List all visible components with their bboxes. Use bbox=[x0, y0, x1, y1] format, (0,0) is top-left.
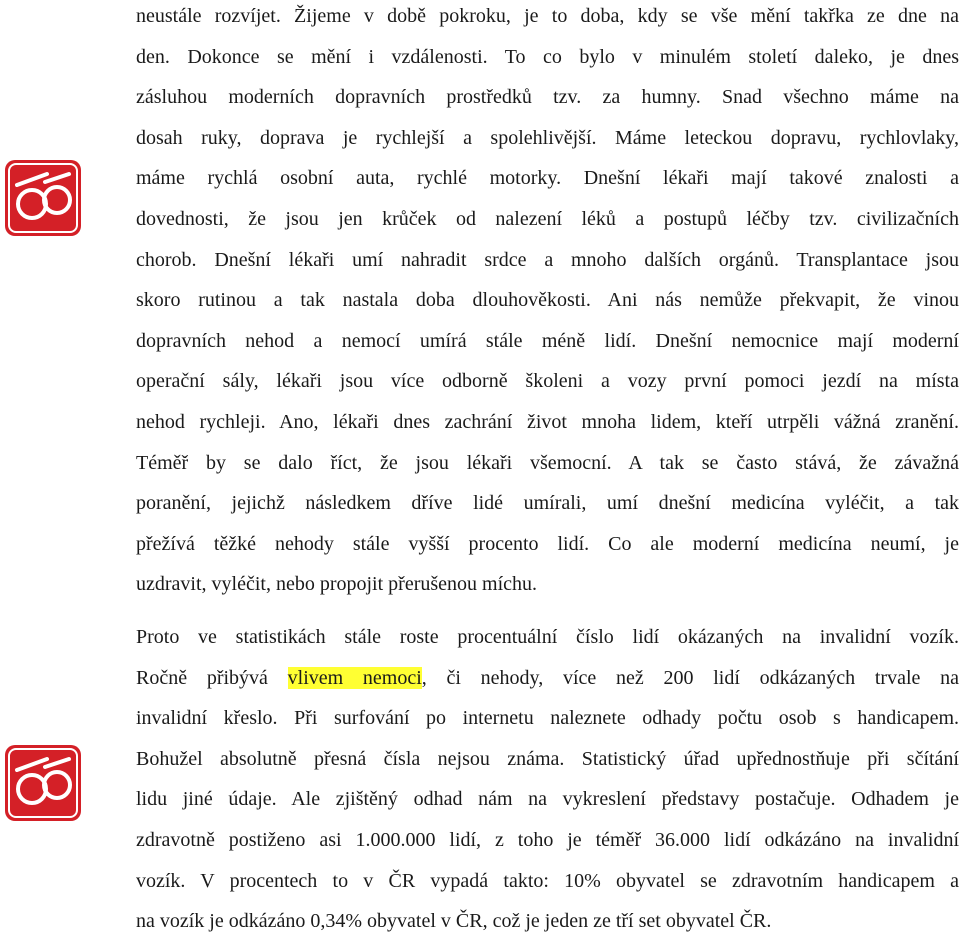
text-line: neustále rozvíjet. Žijeme v době pokroku, je to doba, kdy se vše mění takřka ze dne na bbox=[136, 5, 959, 27]
text-line: nehod rychleji. Ano, lékaři dnes zachrání život mnoha lidem, kteří utrpěli vážná zranění. bbox=[136, 410, 959, 433]
text-line bbox=[136, 658, 959, 699]
eyeglasses-icon bbox=[5, 745, 81, 821]
text-line: dosah ruky, doprava je rychlejší a spolehlivější. Máme leteckou dopravu, rychlovlaky, bbox=[136, 126, 959, 149]
text-line: invalidní křeslo. Při surfování po internetu naleznete odhady počtu osob s handicapem. bbox=[136, 707, 959, 730]
paragraph-1 bbox=[136, 0, 959, 605]
paragraph-2 bbox=[136, 617, 959, 942]
text-line: skoro rutinou a tak nastala doba dlouhověkosti. Ani nás nemůže překvapit, že vinou bbox=[136, 289, 959, 312]
text-line: uzdravit, vyléčit, nebo propojit přerušenou míchu. bbox=[136, 573, 538, 596]
highlighted-text: vlivem nemoci bbox=[287, 666, 422, 689]
text-line: chorob. Dnešní lékaři umí nahradit srdce a mnoho dalších orgánů. Transplantace jsou bbox=[136, 248, 959, 271]
text-line: operační sály, lékaři jsou více odborně školeni a vozy první pomoci jezdí na místa bbox=[136, 370, 959, 393]
text-line: dovednosti, že jsou jen krůček od nalezení léků a postupů léčby tzv. civilizačních bbox=[136, 207, 959, 230]
text-line: zásluhou moderních dopravních prostředků tzv. za humny. Snad všechno máme na bbox=[136, 86, 959, 109]
text-line: den. Dokonce se mění i vzdálenosti. To co bylo v minulém století daleko, je dnes bbox=[136, 45, 959, 68]
text-segment: Ročně přibývá bbox=[136, 666, 288, 689]
text-line: zdravotně postiženo asi 1.000.000 lidí, z toho je téměř 36.000 lidí odkázáno na invalidní bbox=[136, 828, 959, 851]
text-line: přežívá těžké nehody stále vyšší procento lidí. Co ale moderní medicína neumí, je bbox=[136, 532, 959, 555]
text-segment: , či nehody, více než 200 lidí odkázaných trvale na bbox=[421, 666, 959, 689]
text-line: Téměř by se dalo říct, že jsou lékaři všemocní. A tak se často stává, že závažná bbox=[136, 451, 959, 474]
text-line: máme rychlá osobní auta, rychlé motorky. Dnešní lékaři mají takové znalosti a bbox=[136, 167, 959, 190]
text-line: vozík. V procentech to v ČR vypadá takto: 10% obyvatel se zdravotním handicapem a bbox=[136, 869, 959, 892]
text-line: na vozík je odkázáno 0,34% obyvatel v ČR, což je jeden ze tří set obyvatel ČR. bbox=[136, 910, 772, 933]
text-line: Bohužel absolutně přesná čísla nejsou známa. Statistický úřad upřednostňuje při sčítání bbox=[136, 747, 959, 770]
eyeglasses-icon bbox=[5, 160, 81, 236]
text-line: Proto ve statistikách stále roste procentuální číslo lidí okázaných na invalidní vozík. bbox=[136, 626, 959, 648]
text-line: dopravních nehod a nemocí umírá stále méně lidí. Dnešní nemocnice mají moderní bbox=[136, 329, 959, 352]
text-line: lidu jiné údaje. Ale zjištěný odhad nám na vykreslení představy postačuje. Odhadem je bbox=[136, 788, 959, 811]
text-line: poranění, jejichž následkem dříve lidé umírali, umí dnešní medicína vyléčit, a tak bbox=[136, 492, 959, 515]
